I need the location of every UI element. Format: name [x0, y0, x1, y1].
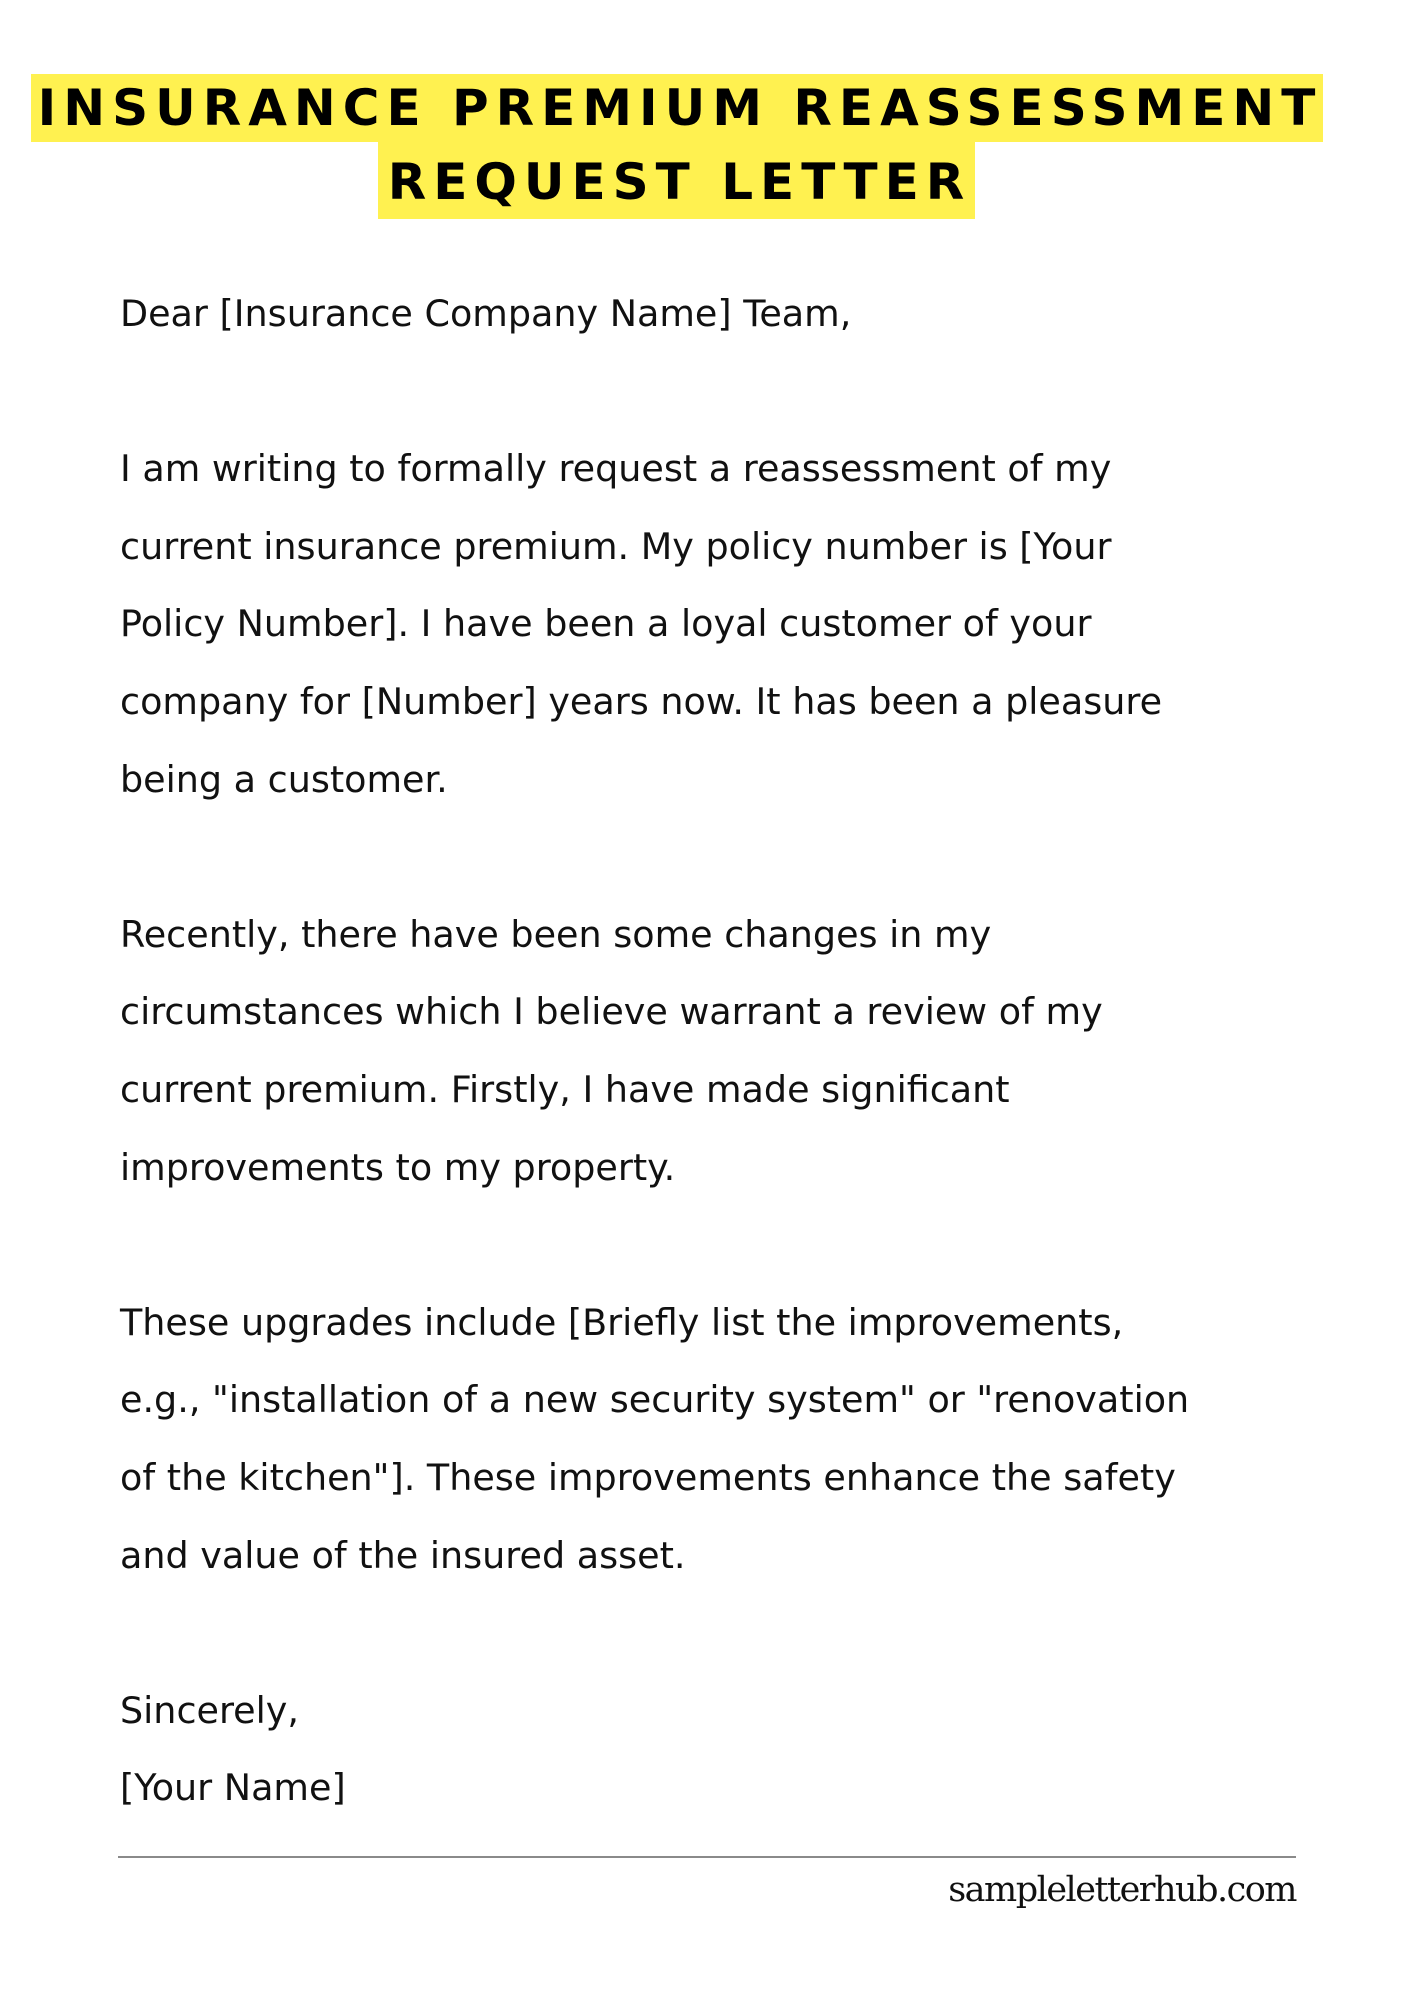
footer-divider — [118, 1856, 1296, 1858]
paragraph-1-line: company for [Number] years now. It has been a pleasure — [120, 679, 1163, 723]
blank-line — [120, 818, 1320, 896]
salutation: Dear [Insurance Company Name] Team, — [120, 292, 852, 335]
title-line-2: REQUEST LETTER — [378, 142, 975, 219]
paragraph-2-line: Recently, there have been some changes in my — [120, 912, 992, 956]
blank-line — [120, 1594, 1320, 1672]
letter-body — [120, 275, 1320, 1827]
paragraph-2-line: circumstances which I believe warrant a review of my — [120, 990, 1103, 1034]
paragraph-3-line: of the kitchen"]. These improvements enhance the safety — [120, 1455, 1176, 1499]
paragraph-1-line: I am writing to formally request a reassessment of my — [120, 447, 1112, 491]
paragraph-1-line: being a customer. — [120, 757, 448, 801]
paragraph-2-line: improvements to my property. — [120, 1145, 676, 1189]
paragraph-3-line: These upgrades include [Briefly list the improvements, — [120, 1300, 1124, 1344]
paragraph-1-line: Policy Number]. I have been a loyal customer of your — [120, 602, 1092, 646]
blank-line — [120, 353, 1320, 431]
footer-site: sampleletterhub.com — [948, 1870, 1296, 1910]
signature-name: [Your Name] — [120, 1766, 346, 1810]
paragraph-2-line: current premium. Firstly, I have made significant — [120, 1067, 1010, 1111]
closing: Sincerely, — [120, 1688, 299, 1732]
paragraph-3-line: and value of the insured asset. — [120, 1533, 686, 1577]
title-line-1: INSURANCE PREMIUM REASSESSMENT — [31, 74, 1323, 142]
paragraph-1-line: current insurance premium. My policy number is [Your — [120, 524, 1112, 568]
blank-line — [120, 1206, 1320, 1284]
paragraph-3-line: e.g., "installation of a new security system" or "renovation — [120, 1378, 1190, 1422]
